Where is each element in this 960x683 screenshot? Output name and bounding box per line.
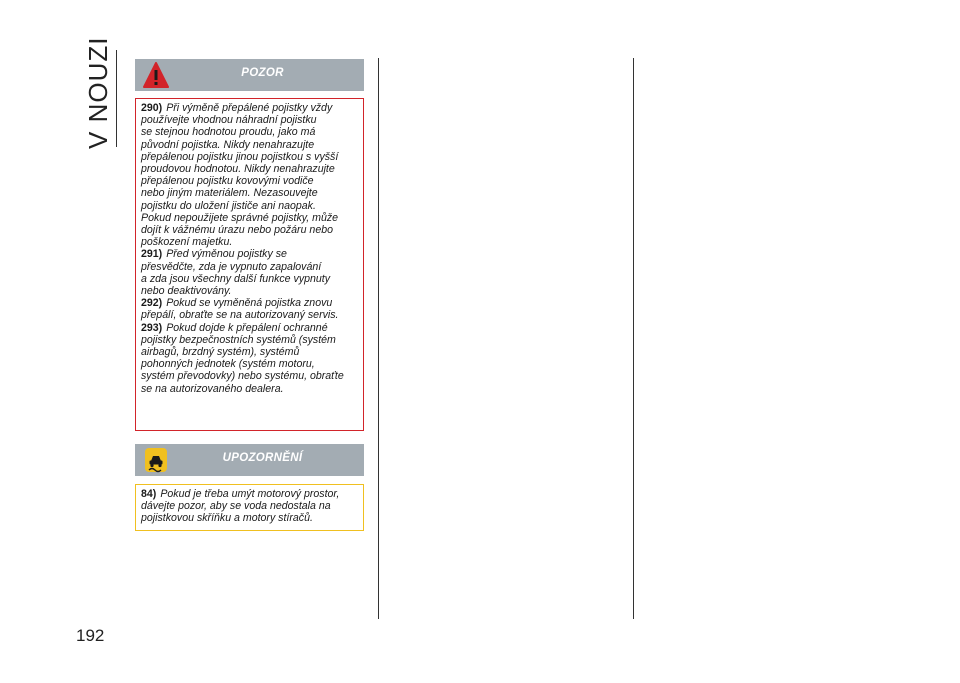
section-title-rule [116,50,117,147]
column-divider-2 [633,58,634,619]
column-divider-1 [378,58,379,619]
list-item: 291) Před výměnou pojistky se přesvědčte, zda je vypnuto zapalování a zda jsou všechny další funkce vypnuty nebo deaktivovány. [141,248,331,298]
section-title [78,36,118,150]
section-title-text: V NOUZI [83,36,113,149]
page-number: 192 [76,626,105,645]
list-item: 84) Pokud je třeba umýt motorový prostor, dávejte pozor, aby se voda nedostala na pojistkovou skříňku a motory stíračů. [141,488,340,525]
pozor-header [135,59,364,91]
list-item: 293) Pokud dojde k přepálení ochranné pojistky bezpečnostních systémů (systém airbagů, brzdný systém), systémů pohonných jednotek (systém motoru, systém převodovky) nebo systému, obraťte se na autorizovaného dealera. [141,321,344,395]
upozorneni-body [135,484,364,531]
list-item: 290) Při výměně přepálené pojistky vždy používejte vhodnou náhradní pojistku se stejnou hodnotou proudu, jako má původní pojistka. Nikdy nenahrazujte přepálenou pojistku jinou pojistkou s vyšší proudovou hodnotou. Nikdy nenahrazujte přepálenou pojistku kovovými vodiče nebo jiným materiálem. Nezasouvejte pojistku do uložení jističe ani naopak. Pokud nepoužijete správné pojistky, může dojít k vážnému úrazu nebo požáru nebo poškození majetku. [141,102,339,249]
pozor-body [135,98,364,431]
upozorneni-title: UPOZORNĚNÍ [222,452,303,464]
pozor-title: POZOR [241,67,284,79]
list-item: 292) Pokud se vyměněná pojistka znovu přepálí, obraťte se na autorizovaný servis. [141,297,339,322]
upozorneni-header [135,444,364,476]
